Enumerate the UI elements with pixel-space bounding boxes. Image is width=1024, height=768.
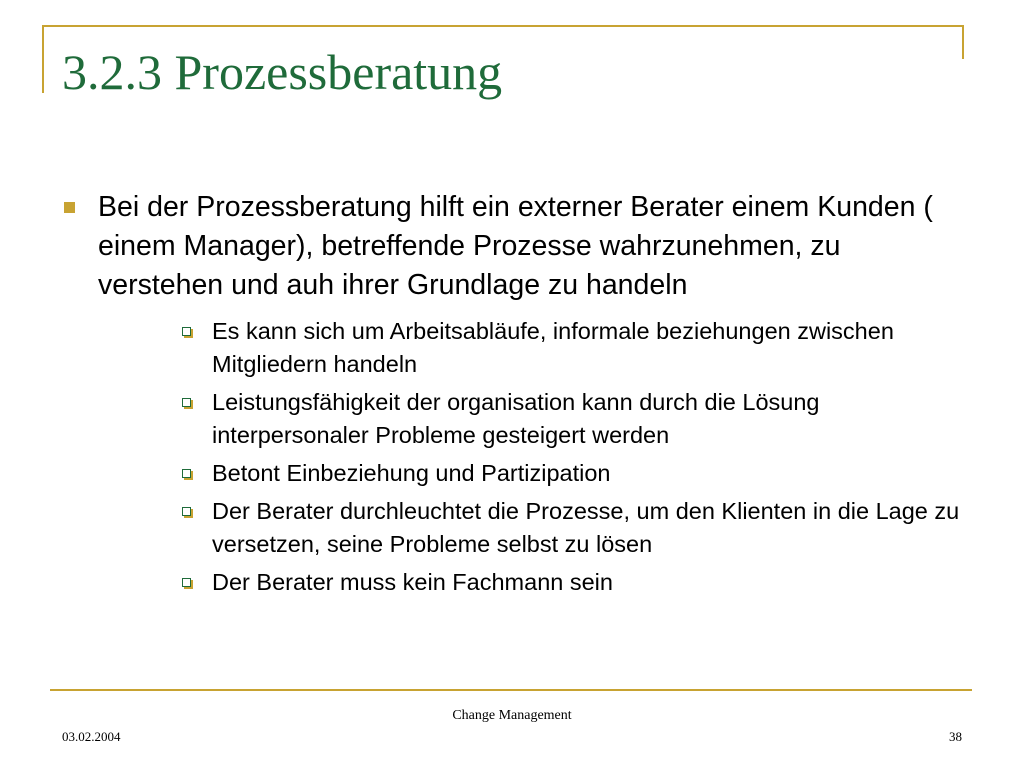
sub-bullet-text: Es kann sich um Arbeitsabläufe, informale beziehungen zwischen Mitgliedern handeln [212, 318, 894, 377]
sub-bullet-item [182, 495, 962, 561]
sub-bullet-item [182, 386, 962, 452]
checkbox-bullet-icon [182, 398, 191, 407]
sub-bullet-item [182, 315, 962, 381]
slide-title: 3.2.3 Prozessberatung [62, 44, 503, 100]
square-bullet-icon [64, 202, 75, 213]
frame-top-border [42, 25, 964, 27]
footer-divider [50, 689, 972, 691]
sub-bullet-item [182, 566, 962, 599]
sub-bullet-text: Der Berater muss kein Fachmann sein [212, 569, 613, 595]
sub-bullet-text: Betont Einbeziehung und Partizipation [212, 460, 611, 486]
checkbox-bullet-icon [182, 469, 191, 478]
frame-left-border [42, 25, 44, 93]
footer-title: Change Management [452, 708, 572, 723]
checkbox-bullet-icon [182, 327, 191, 336]
page-number: 38 [949, 729, 962, 744]
slide-content [62, 188, 962, 604]
checkbox-bullet-icon [182, 578, 191, 587]
sub-bullet-text: Der Berater durchleuchtet die Prozesse, um den Klienten in die Lage zu versetzen, seine Probleme selbst zu lösen [212, 498, 960, 557]
sub-bullet-item [182, 457, 962, 490]
footer-date: 03.02.2004 [62, 729, 121, 744]
frame-right-border [962, 25, 964, 59]
checkbox-bullet-icon [182, 507, 191, 516]
sub-bullet-list [182, 315, 962, 599]
sub-bullet-text: Leistungsfähigkeit der organisation kann durch die Lösung interpersonaler Probleme gesteigert werden [212, 389, 820, 448]
bullet-main-text: Bei der Prozessberatung hilft ein externer Berater einem Kunden ( einem Manager), betreffende Prozesse wahrzunehmen, zu verstehen und auh ihrer Grundlage zu handeln [98, 191, 933, 301]
bullet-main [62, 188, 962, 305]
